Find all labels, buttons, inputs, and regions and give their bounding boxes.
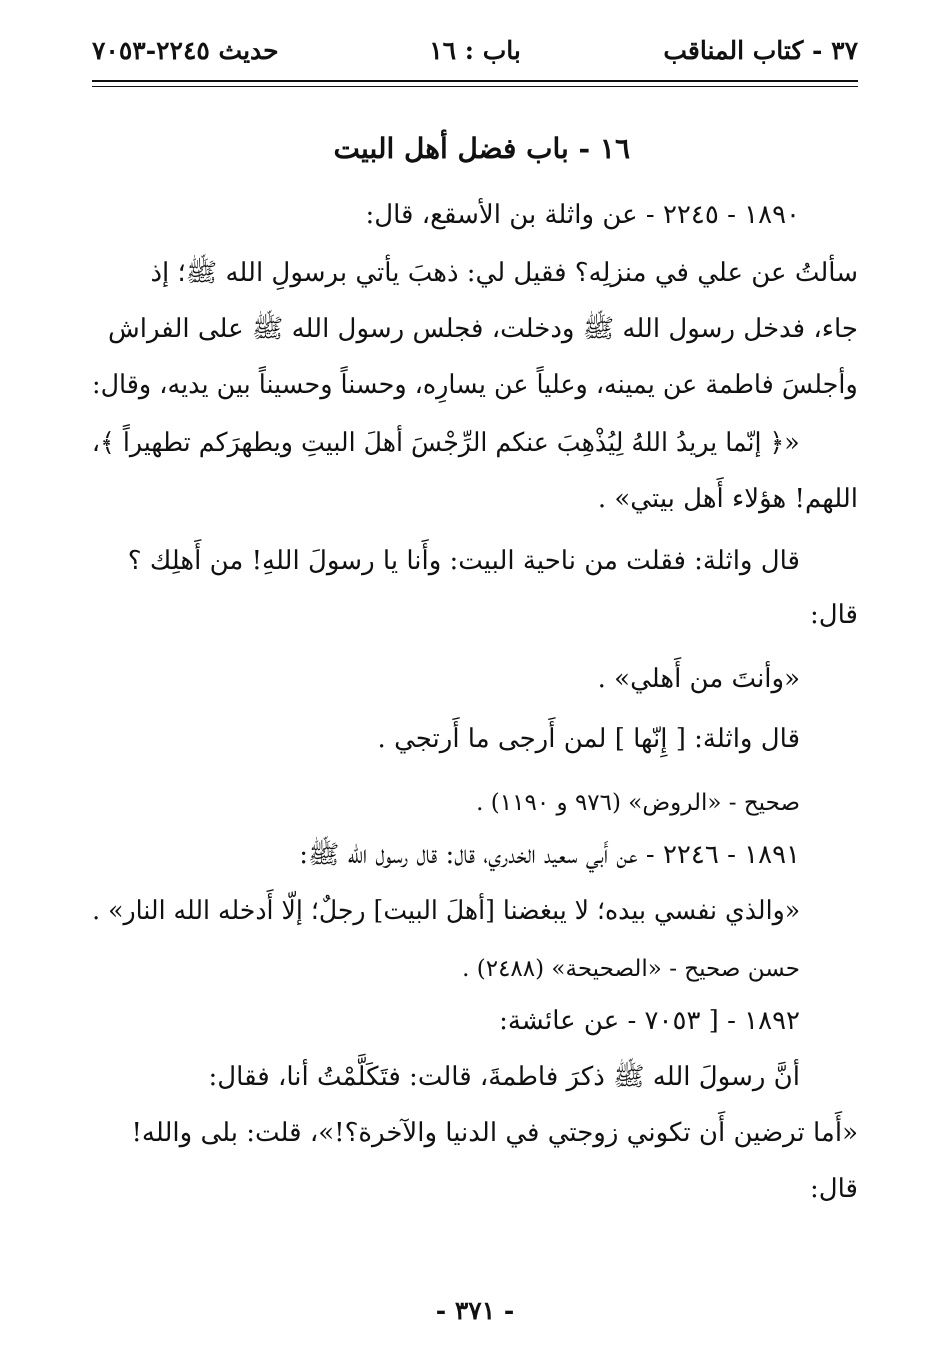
page-number: - ٣٧١ - xyxy=(435,1296,515,1325)
text-line: قال: xyxy=(809,600,858,630)
text-line: أنَّ رسولَ الله ﷺ ذكرَ فاطمةَ، قالت: فتَكَلَّمْتُ أنا، فقال: xyxy=(208,1062,800,1092)
text-line: اللهم! هؤلاء أَهل بيتي» . xyxy=(597,484,858,514)
text-line: صحيح - «الروض» (٩٧٦ و ١١٩٠) . xyxy=(476,790,800,816)
text-line: «والذي نفسي بيده؛ لا يبغضنا [أهلَ البيت] رجلٌ؛ إلّا أَدخله الله النار» . xyxy=(92,896,800,926)
header-rule-thin xyxy=(92,86,858,87)
header-rule-thick xyxy=(92,80,858,82)
text-line: قال واثلة: فقلت من ناحية البيت: وأَنا يا رسولَ اللهِ! من أَهلِك ؟ xyxy=(127,546,800,576)
header-hadith-range: حديث ٢٢٤٥-٧٠٥٣ xyxy=(92,36,279,65)
text-line: ١٨٩٠ - ٢٢٤٥ - عن واثلة بن الأسقع، قال: xyxy=(365,200,800,230)
chapter-title: ١٦ - باب فضل أهل البيت xyxy=(333,132,630,165)
text-line: سألتُ عن علي في منزلِه؟ فقيل لي: ذهبَ يأتي برسولِ الله ﷺ؛ إذ xyxy=(150,258,858,288)
text-line: «أَما ترضين أَن تكوني زوجتي في الدنيا والآخرة؟!»، قلت: بلى والله! xyxy=(131,1118,858,1148)
text-line: ١٨٩٢ - [ ٧٠٥٣ - عن عائشة: xyxy=(499,1006,800,1036)
text-line: وأجلسَ فاطمة عن يمينه، وعلياً عن يسارِه، وحسناً وحسيناً بين يديه، وقال: xyxy=(92,370,858,400)
text-line: «وأنتَ من أَهلي» . xyxy=(597,664,800,694)
text-line: قال واثلة: [ إِنّها ] لمن أَرجى ما أَرتجي . xyxy=(377,724,800,754)
header-chapter: باب : ١٦ xyxy=(429,36,521,65)
text-line: جاء، فدخل رسول الله ﷺ ودخلت، فجلس رسول الله ﷺ على الفراش xyxy=(108,314,858,344)
header-book-title: ٣٧ - كتاب المناقب xyxy=(663,36,858,65)
text-line: ١٨٩١ - ٢٢٤٦ - عن أَبي سعيد الخدري، قال: قال رسول الله ﷺ: xyxy=(299,840,800,870)
text-line: حسن صحيح - «الصحيحة» (٢٤٨٨) . xyxy=(462,956,800,982)
running-header xyxy=(92,36,858,76)
text-line: «﴿ إنّما يريدُ اللهُ لِيُذْهِبَ عنكم الرِّجْسَ أهلَ البيتِ ويطهرَكم تطهيراً ﴾، xyxy=(92,428,800,458)
text-line: قال: xyxy=(809,1174,858,1204)
